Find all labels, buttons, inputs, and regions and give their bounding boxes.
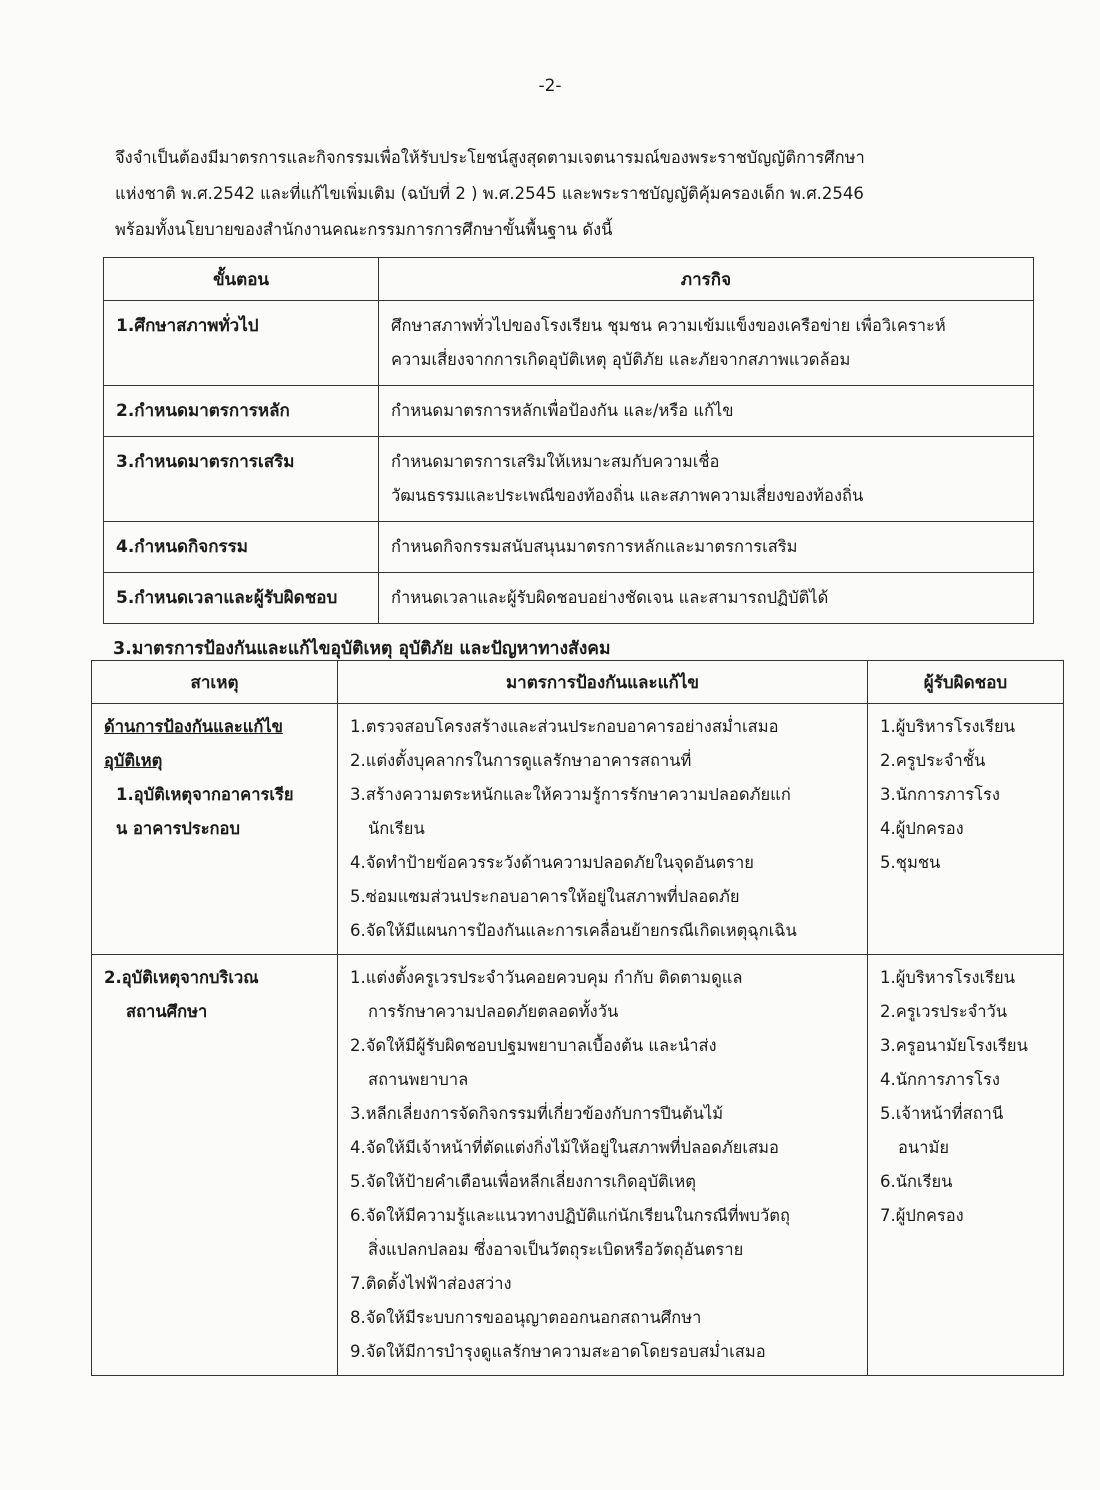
measures-table bbox=[91, 660, 1064, 1376]
cause-cell bbox=[92, 704, 338, 955]
table-row bbox=[104, 522, 1034, 573]
measure-item: 2.จัดให้มีผู้รับผิดชอบปฐมพยาบาลเบื้องต้น และนำส่ง bbox=[350, 1036, 717, 1055]
intro-line: แห่งชาติ พ.ศ.2542 และที่แก้ไขเพิ่มเติม (ฉบับที่ 2 ) พ.ศ.2545 และพระราชบัญญัติคุ้มครองเด็ก พ.ศ.2546 bbox=[115, 184, 864, 203]
responsible-item: 2.ครูเวรประจำวัน bbox=[880, 1002, 1008, 1021]
table-row bbox=[92, 955, 1064, 1376]
table-header-row bbox=[92, 661, 1064, 704]
category-heading: อุบัติเหตุ bbox=[104, 751, 163, 770]
responsible-item: 1.ผู้บริหารโรงเรียน bbox=[880, 968, 1015, 987]
measure-item: 3.สร้างความตระหนักและให้ความรู้การรักษาความปลอดภัยแก่ bbox=[350, 785, 791, 804]
mission-cell bbox=[379, 573, 1034, 624]
category-heading: ด้านการป้องกันและแก้ไข bbox=[104, 717, 283, 736]
intro-line: จึงจำเป็นต้องมีมาตรการและกิจกรรมเพื่อให้รับประโยชน์สูงสุดตามเจตนารมณ์ของพระราชบัญญัติการศึกษา bbox=[115, 148, 865, 167]
measure-item: 4.จัดให้มีเจ้าหน้าที่ตัดแต่งกิ่งไม้ให้อยู่ในสภาพที่ปลอดภัยเสมอ bbox=[350, 1138, 779, 1157]
table-row bbox=[104, 573, 1034, 624]
step-cell: 2.กำหนดมาตรการหลัก bbox=[104, 386, 379, 437]
measure-item: 6.จัดให้มีแผนการป้องกันและการเคลื่อนย้ายกรณีเกิดเหตุฉุกเฉิน bbox=[350, 921, 797, 940]
table-row bbox=[104, 437, 1034, 522]
cause-cell bbox=[92, 955, 338, 1376]
mission-cell bbox=[379, 437, 1034, 522]
mission-line: ศึกษาสภาพทั่วไปของโรงเรียน ชุมชน ความเข้มแข็งของเครือข่าย เพื่อวิเคราะห์ bbox=[391, 316, 946, 335]
cause-line: น อาคารประกอบ bbox=[116, 819, 240, 838]
measure-item: 4.จัดทำป้ายข้อควรระวังด้านความปลอดภัยในจุดอันตราย bbox=[350, 853, 754, 872]
step-cell: 5.กำหนดเวลาและผู้รับผิดชอบ bbox=[104, 573, 379, 624]
responsible-cell bbox=[868, 955, 1064, 1376]
step-cell: 1.ศึกษาสภาพทั่วไป bbox=[104, 301, 379, 386]
responsible-item: 4.ผู้ปกครอง bbox=[880, 819, 964, 838]
mission-line: กำหนดมาตรการเสริมให้เหมาะสมกับความเชื่อ bbox=[391, 452, 720, 471]
measure-item: สิ่งแปลกปลอม ซึ่งอาจเป็นวัตถุระเบิดหรือวัตถุอันตราย bbox=[368, 1240, 744, 1259]
measure-item: 6.จัดให้มีความรู้และแนวทางปฏิบัติแก่นักเรียนในกรณีที่พบวัตถุ bbox=[350, 1206, 791, 1225]
measures-cell bbox=[338, 704, 868, 955]
responsible-item: 4.นักการภารโรง bbox=[880, 1070, 1000, 1089]
steps-table bbox=[103, 257, 1034, 624]
measure-item: 8.จัดให้มีระบบการขออนุญาตออกนอกสถานศึกษา bbox=[350, 1308, 702, 1327]
cause-line: 2.อุบัติเหตุจากบริเวณ bbox=[104, 968, 259, 987]
mission-cell bbox=[379, 386, 1034, 437]
measure-item: 5.ซ่อมแซมส่วนประกอบอาคารให้อยู่ในสภาพที่ปลอดภัย bbox=[350, 887, 740, 906]
measure-item: สถานพยาบาล bbox=[368, 1070, 469, 1089]
measure-item: 7.ติดตั้งไฟฟ้าส่องสว่าง bbox=[350, 1274, 512, 1293]
responsible-item: 3.ครูอนามัยโรงเรียน bbox=[880, 1036, 1028, 1055]
mission-line: ความเสี่ยงจากการเกิดอุบัติเหตุ อุบัติภัย และภัยจากสภาพแวดล้อม bbox=[391, 350, 851, 369]
mission-line: กำหนดมาตรการหลักเพื่อป้องกัน และ/หรือ แก้ไข bbox=[391, 401, 734, 420]
responsible-item: 7.ผู้ปกครอง bbox=[880, 1206, 964, 1225]
section-title: 3.มาตรการป้องกันและแก้ไขอุบัติเหตุ อุบัติภัย และปัญหาทางสังคม bbox=[113, 639, 611, 659]
responsible-item: อนามัย bbox=[898, 1138, 949, 1157]
mission-line: กำหนดกิจกรรมสนับสนุนมาตรการหลักและมาตรการเสริม bbox=[391, 537, 798, 556]
responsible-item: 2.ครูประจำชั้น bbox=[880, 751, 986, 770]
table-row bbox=[92, 704, 1064, 955]
responsible-item: 5.ชุมชน bbox=[880, 853, 941, 872]
measure-item: การรักษาความปลอดภัยตลอดทั้งวัน bbox=[368, 1002, 619, 1021]
mission-line: วัฒนธรรมและประเพณีของท้องถิ่น และสภาพความเสี่ยงของท้องถิ่น bbox=[391, 486, 864, 505]
table-header-row bbox=[104, 258, 1034, 301]
measure-item: นักเรียน bbox=[368, 819, 425, 838]
cause-line: สถานศึกษา bbox=[126, 1002, 208, 1021]
mission-cell bbox=[379, 301, 1034, 386]
measure-item: 5.จัดให้ป้ายคำเตือนเพื่อหลีกเลี่ยงการเกิดอุบัติเหตุ bbox=[350, 1172, 696, 1191]
column-header-cause: สาเหตุ bbox=[92, 661, 338, 704]
measure-item: 9.จัดให้มีการบำรุงดูแลรักษาความสะอาดโดยรอบสม่ำเสมอ bbox=[350, 1342, 766, 1361]
intro-paragraph bbox=[115, 140, 1015, 248]
responsible-item: 5.เจ้าหน้าที่สถานี bbox=[880, 1104, 1004, 1123]
intro-line: พร้อมทั้งนโยบายของสำนักงานคณะกรรมการการศึกษาขั้นพื้นฐาน ดังนี้ bbox=[115, 220, 613, 239]
mission-cell bbox=[379, 522, 1034, 573]
mission-line: กำหนดเวลาและผู้รับผิดชอบอย่างชัดเจน และสามารถปฏิบัติได้ bbox=[391, 588, 829, 607]
table-row bbox=[104, 301, 1034, 386]
measure-item: 1.ตรวจสอบโครงสร้างและส่วนประกอบอาคารอย่างสม่ำเสมอ bbox=[350, 717, 779, 736]
column-header-measures: มาตรการป้องกันและแก้ไข bbox=[338, 661, 868, 704]
responsible-item: 3.นักการภารโรง bbox=[880, 785, 1000, 804]
page-number: -2- bbox=[538, 76, 562, 96]
responsible-item: 1.ผู้บริหารโรงเรียน bbox=[880, 717, 1015, 736]
measure-item: 1.แต่งตั้งครูเวรประจำวันคอยควบคุม กำกับ ติดตามดูแล bbox=[350, 968, 743, 987]
responsible-item: 6.นักเรียน bbox=[880, 1172, 953, 1191]
measure-item: 2.แต่งตั้งบุคลากรในการดูแลรักษาอาคารสถานที่ bbox=[350, 751, 692, 770]
measures-cell bbox=[338, 955, 868, 1376]
column-header-step: ขั้นตอน bbox=[104, 258, 379, 301]
measure-item: 3.หลีกเลี่ยงการจัดกิจกรรมที่เกี่ยวข้องกับการปีนต้นไม้ bbox=[350, 1104, 724, 1123]
table-row bbox=[104, 386, 1034, 437]
step-cell: 4.กำหนดกิจกรรม bbox=[104, 522, 379, 573]
cause-line: 1.อุบัติเหตุจากอาคารเรีย bbox=[116, 785, 294, 804]
responsible-cell bbox=[868, 704, 1064, 955]
column-header-responsible: ผู้รับผิดชอบ bbox=[868, 661, 1064, 704]
step-cell: 3.กำหนดมาตรการเสริม bbox=[104, 437, 379, 522]
column-header-mission: ภารกิจ bbox=[379, 258, 1034, 301]
